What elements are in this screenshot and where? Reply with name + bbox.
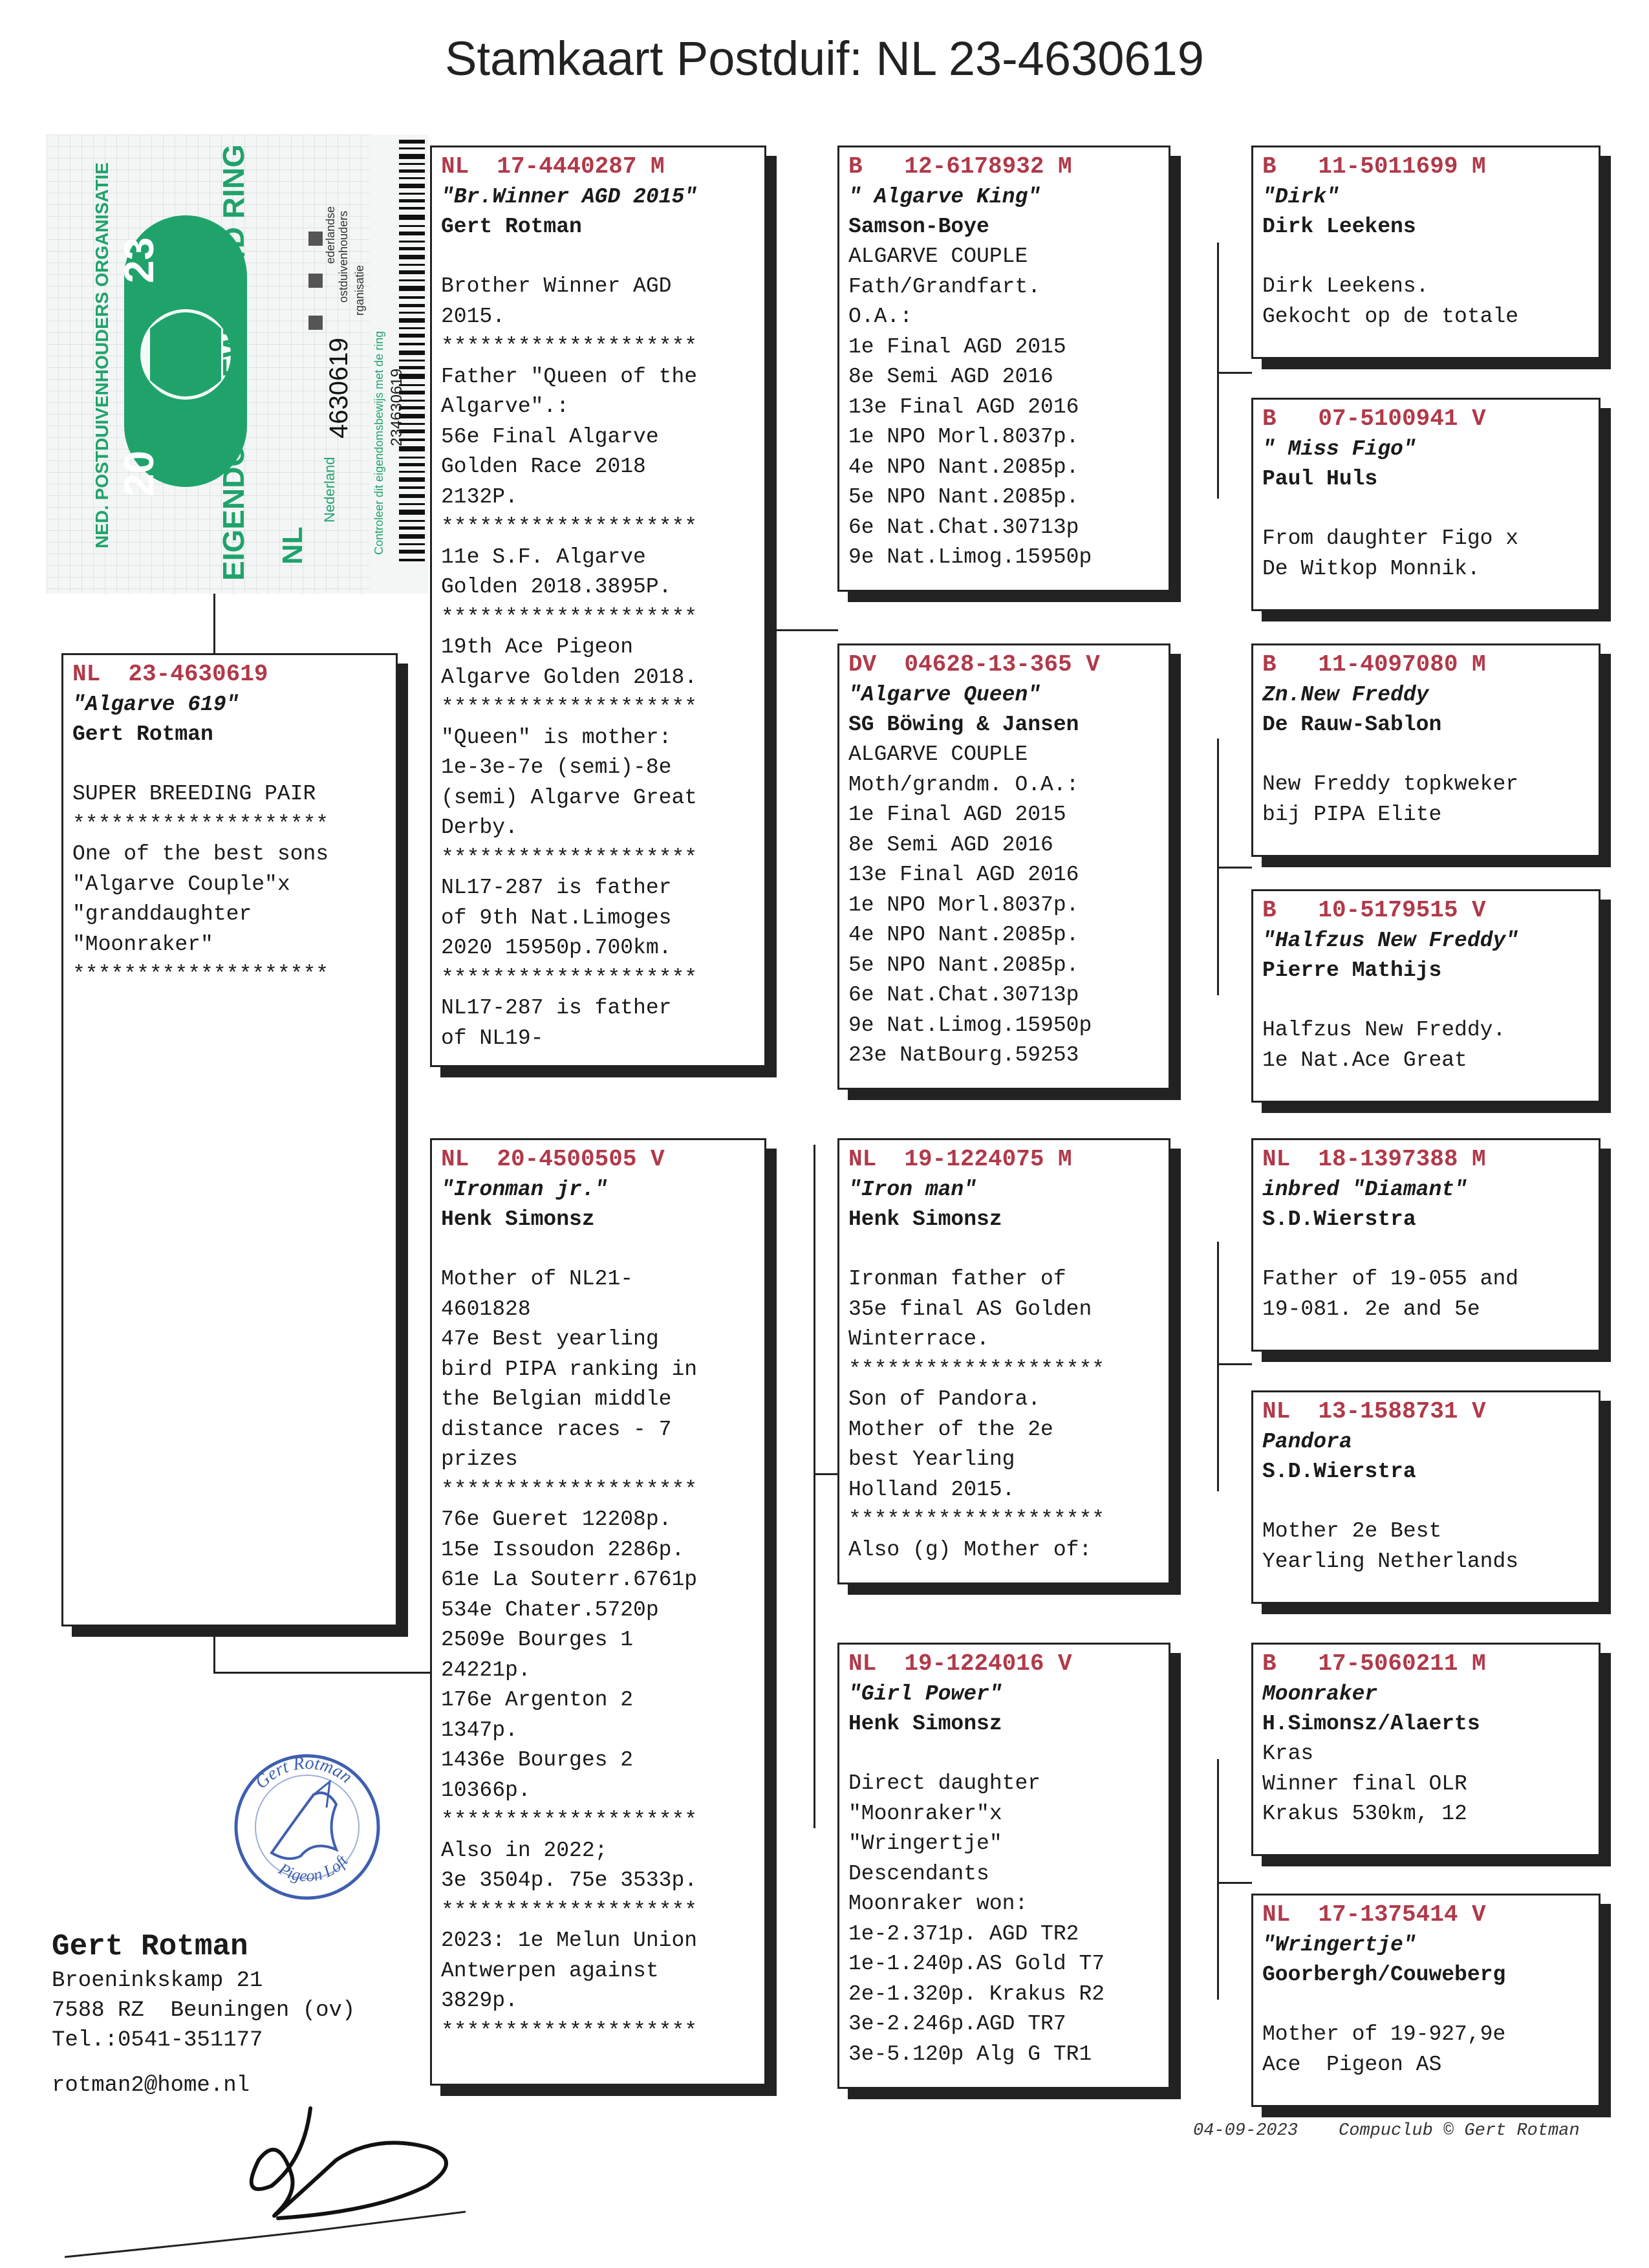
pedigree-line: 9e Nat.Limog.15950p (848, 1013, 1092, 1037)
pedigree-line: 3e-5.120p Alg G TR1 (848, 2042, 1092, 2066)
pedigree-line: ******************** (441, 334, 698, 358)
pedigree-line: Mother 2e Best (1262, 1519, 1442, 1543)
pigeon-name: "Iron man" (848, 1178, 977, 1202)
connector-line (768, 629, 838, 631)
pedigree-line: 4601828 (441, 1297, 531, 1321)
stamp-top-text: Gert Rotman (251, 1753, 356, 1793)
card-barcode-number-label: 234630619 (388, 368, 405, 446)
pedigree-line: ******************** (72, 812, 329, 836)
connector-line (814, 1145, 815, 1828)
pigeon-owner: Henk Simonsz (848, 1712, 1002, 1736)
card-org-short-1: ederlandse (324, 206, 337, 264)
pigeon-name: "Dirk" (1262, 185, 1339, 209)
pedigree-line: "Wringertje" (848, 1831, 1002, 1855)
pedigree-line: Mother of the 2e (848, 1417, 1053, 1442)
connector-line (213, 1672, 430, 1674)
footer-credit: Compuclub © Gert Rotman (1339, 2121, 1580, 2141)
pedigree-line: Son of Pandora. (848, 1387, 1041, 1411)
pedigree-line: "granddaughter (72, 902, 252, 926)
pigeon-owner: SG Böwing & Jansen (848, 713, 1079, 737)
pigeon-name: "Algarve Queen" (848, 683, 1041, 707)
pedigree-line: ******************** (848, 1357, 1105, 1381)
pedigree-line: Moonraker won: (848, 1892, 1028, 1916)
connector-line (1217, 372, 1252, 374)
pigeon-card-ff (837, 146, 1170, 592)
pedigree-line: 1e-1.240p.AS Gold T7 (848, 1952, 1105, 1976)
card-heading: EIGENDOMSBEWIJS V/D RING (217, 144, 250, 581)
pedigree-line: 1e-3e-7e (semi)-8e (441, 755, 672, 779)
card-year-right: 23 (116, 237, 162, 283)
pedigree-line: of NL19- (441, 1026, 544, 1050)
ring-number: B 11-5011699 M (1262, 153, 1486, 180)
pedigree-line: bij PIPA Elite (1262, 802, 1442, 826)
pedigree-line: 35e final AS Golden (848, 1297, 1092, 1321)
connector-line (1217, 1363, 1252, 1365)
ring-number: NL 20-4500505 V (441, 1146, 665, 1172)
pedigree-line: 1347p. (441, 1718, 518, 1742)
pedigree-line: ******************** (441, 515, 698, 539)
pedigree-line: ******************** (848, 1507, 1105, 1531)
pigeon-name: "Br.Winner AGD 2015" (441, 185, 698, 209)
pedigree-line: NL17-287 is father (441, 996, 672, 1020)
pedigree-line: 2023: 1e Melun Union (441, 1928, 698, 1952)
pedigree-line: Father of 19-055 and (1262, 1267, 1519, 1291)
pigeon-owner: Samson-Boye (848, 215, 989, 239)
pigeon-name: "Algarve 619" (72, 693, 239, 717)
pigeon-owner: Goorbergh/Couweberg (1262, 1963, 1506, 1987)
pigeon-owner: Dirk Leekens (1262, 215, 1416, 239)
card-ring-number: 4630619 (325, 338, 353, 438)
pedigree-line: distance races - 7 (441, 1417, 672, 1442)
pedigree-line: Fath/Grandfart. (848, 274, 1041, 299)
pigeon-owner: Pierre Mathijs (1262, 958, 1442, 982)
pigeon-card-fmm (1251, 889, 1600, 1103)
pedigree-line: prizes (441, 1447, 518, 1471)
pedigree-line: 8e Semi AGD 2016 (848, 832, 1053, 857)
pigeon-card-fm (837, 643, 1170, 1090)
page-title: Stamkaart Postduif: NL 23-4630619 (445, 32, 1204, 85)
pigeon-card-fmf (1251, 643, 1600, 857)
ring-number: NL 17-1375414 V (1262, 1901, 1486, 1928)
pedigree-line: New Freddy topkweker (1262, 772, 1519, 796)
pedigree-line: ******************** (441, 845, 698, 870)
breeder-email: rotman2@home.nl (52, 2073, 250, 2098)
pigeon-name: Zn.New Freddy (1262, 683, 1429, 707)
connector-line (768, 371, 770, 1057)
ring-number: NL 23-4630619 (72, 661, 268, 687)
pedigree-line: Gekocht op de totale (1262, 304, 1519, 329)
connector-line (1217, 867, 1252, 869)
pedigree-line: 4e NPO Nant.2085p. (848, 455, 1079, 479)
pedigree-line: "Moonraker"x (848, 1801, 1002, 1826)
ring-number: B 10-5179515 V (1262, 897, 1486, 923)
pigeon-owner: De Rauw-Sablon (1262, 713, 1442, 737)
pigeon-card-fff (1251, 146, 1600, 359)
pedigree-line: 2e-1.320p. Krakus R2 (848, 1982, 1105, 2006)
pedigree-line: ******************** (441, 695, 698, 719)
pedigree-line: Ace Pigeon AS (1262, 2052, 1442, 2077)
pedigree-line: 1436e Bourges 2 (441, 1748, 634, 1772)
pedigree-line: ******************** (72, 962, 329, 986)
svg-text:Pigeon Loft (275, 1852, 352, 1886)
pedigree-line: 13e Final AGD 2016 (848, 863, 1079, 887)
pedigree-line: Derby. (441, 815, 518, 839)
pedigree-line: ******************** (441, 1898, 698, 1923)
pedigree-line: 76e Gueret 12208p. (441, 1507, 672, 1531)
stamp-bottom-text: Pigeon Loft (275, 1852, 352, 1886)
pigeon-owner: Henk Simonsz (441, 1207, 595, 1231)
pedigree-line: 11e S.F. Algarve (441, 545, 646, 569)
pedigree-line: 8e Semi AGD 2016 (848, 365, 1053, 389)
pedigree-line: Holland 2015. (848, 1477, 1015, 1502)
pedigree-line: Direct daughter (848, 1771, 1041, 1795)
pedigree-line: Algarve Golden 2018. (441, 665, 698, 689)
pedigree-line: Golden 2018.3895P. (441, 575, 672, 599)
pedigree-line: 2132P. (441, 484, 518, 509)
pedigree-line: Mother of NL21- (441, 1267, 634, 1291)
pedigree-line: ******************** (441, 605, 698, 629)
ring-number: NL 17-4440287 M (441, 153, 665, 180)
pedigree-line: Ironman father of (848, 1267, 1066, 1291)
pedigree-line: 1e NPO Morl.8037p. (848, 425, 1079, 449)
signature (65, 2082, 517, 2263)
pigeon-owner: H.Simonsz/Alaerts (1262, 1712, 1480, 1736)
pedigree-line: of 9th Nat.Limoges (441, 905, 672, 930)
pigeon-name: "Halfzus New Freddy" (1262, 929, 1519, 953)
pedigree-line: bird PIPA ranking in (441, 1357, 698, 1381)
ring-number: NL 13-1588731 V (1262, 1398, 1486, 1425)
pedigree-line: 13e Final AGD 2016 (848, 394, 1079, 419)
breeder-name: Gert Rotman (52, 1930, 248, 1963)
pigeon-owner: Henk Simonsz (848, 1207, 1002, 1231)
pedigree-line: 3829p. (441, 1989, 518, 2013)
pedigree-line: From daughter Figo x (1262, 526, 1519, 550)
card-control-text: Controleer dit eigendomsbewijs met de ring (372, 330, 385, 555)
pedigree-line: 47e Best yearling (441, 1327, 659, 1351)
pedigree-line: 9e Nat.Limog.15950p (848, 545, 1092, 569)
breeder-street: Broeninkskamp 21 (52, 1969, 263, 1993)
connector-line (213, 594, 215, 658)
pedigree-line: Also (g) Mother of: (848, 1537, 1092, 1562)
pigeon-owner: Gert Rotman (441, 215, 582, 239)
connector-line (1217, 243, 1219, 499)
connector-line (1217, 1882, 1252, 1884)
pedigree-line: 61e La Souterr.6761p (441, 1568, 698, 1592)
pedigree-line: One of the best sons (72, 842, 329, 866)
pedigree-line: 4e NPO Nant.2085p. (848, 923, 1079, 947)
ring-number: B 12-6178932 M (848, 153, 1072, 180)
pedigree-line: 15e Issoudon 2286p. (441, 1537, 685, 1562)
pedigree-line: 23e NatBourg.59253 (848, 1043, 1079, 1067)
pedigree-line: Kras (1262, 1742, 1314, 1766)
pedigree-line: 176e Argenton 2 (441, 1688, 634, 1712)
pigeon-card-mff (1251, 1138, 1600, 1352)
pedigree-line: NL17-287 is father (441, 876, 672, 900)
pigeon-card-mmm (1251, 1894, 1600, 2107)
connector-line (1217, 1242, 1219, 1491)
ownership-card (47, 135, 428, 594)
card-year-left: 20 (116, 450, 162, 497)
breeder-phone: Tel.:0541-351177 (52, 2028, 263, 2053)
pedigree-line: ******************** (441, 2018, 698, 2043)
pedigree-line: "Queen" is mother: (441, 725, 672, 750)
card-org-text: NED. POSTDUIVENHOUDERS ORGANISATIE (92, 162, 112, 548)
pedigree-line: 6e Nat.Chat.30713p (848, 983, 1079, 1007)
pedigree-line: ******************** (441, 966, 698, 990)
pedigree-line: Also in 2022; (441, 1838, 608, 1863)
pedigree-line: 3e 3504p. 75e 3533p. (441, 1868, 698, 1892)
pigeon-card-mm (837, 1643, 1170, 2089)
pedigree-line: 19th Ace Pigeon (441, 635, 634, 659)
breeder-city: 7588 RZ Beuningen (ov) (52, 1998, 356, 2023)
pigeon-name: " Algarve King" (848, 185, 1041, 209)
pigeon-card-mfm (1251, 1390, 1600, 1604)
pedigree-line: 2509e Bourges 1 (441, 1628, 634, 1652)
card-org-short-3: rganisatie (353, 265, 366, 316)
pigeon-name: "Girl Power" (848, 1682, 1002, 1706)
loft-stamp (223, 1743, 391, 1911)
pedigree-line: Halfzus New Freddy. (1262, 1018, 1506, 1042)
pigeon-name: " Miss Figo" (1262, 437, 1416, 461)
pedigree-line: 1e NPO Morl.8037p. (848, 892, 1079, 917)
ring-number: DV 04628-13-365 V (848, 651, 1100, 678)
pigeon-owner: Gert Rotman (72, 722, 213, 746)
ring-number: NL 18-1397388 M (1262, 1146, 1486, 1172)
ring-number: B 17-5060211 M (1262, 1650, 1486, 1677)
pedigree-line: 19-081. 2e and 5e (1262, 1297, 1480, 1321)
footer-date: 04-09-2023 (1193, 2121, 1299, 2141)
pedigree-line: 1e Final AGD 2015 (848, 803, 1066, 826)
pedigree-line: ******************** (441, 1477, 698, 1502)
pigeon-card-mmf (1251, 1643, 1600, 1856)
pedigree-line: Krakus 530km, 12 (1262, 1802, 1467, 1826)
pedigree-line: ALGARVE COUPLE (848, 244, 1028, 268)
pedigree-line: 6e Nat.Chat.30713p (848, 515, 1079, 539)
pedigree-line: 1e Nat.Ace Great (1262, 1048, 1467, 1072)
pedigree-line: ******************** (441, 1808, 698, 1832)
connector-line (1217, 1759, 1219, 2000)
pedigree-line: 534e Chater.5720p (441, 1597, 659, 1622)
pedigree-line: ALGARVE COUPLE (848, 742, 1028, 766)
pigeon-owner: Paul Huls (1262, 467, 1378, 491)
pigeon-card-father (430, 146, 766, 1067)
ring-number: B 11-4097080 M (1262, 651, 1486, 678)
pedigree-line: 3e-2.246p.AGD TR7 (848, 2012, 1066, 2036)
pedigree-line: Yearling Netherlands (1262, 1549, 1519, 1573)
pigeon-name: "Wringertje" (1262, 1933, 1416, 1957)
pedigree-line: 1e Final AGD 2015 (848, 334, 1066, 359)
pigeon-owner: S.D.Wierstra (1262, 1460, 1416, 1484)
pedigree-line: 2020 15950p.700km. (441, 936, 672, 960)
pedigree-line: Mother of 19-927,9e (1262, 2022, 1506, 2046)
pedigree-line: Golden Race 2018 (441, 455, 646, 479)
connector-line (814, 1473, 838, 1475)
pedigree-line: 56e Final Algarve (441, 424, 659, 449)
pedigree-line: 5e NPO Nant.2085p. (848, 485, 1079, 509)
card-org-short-2: ostduivenhouders (337, 210, 350, 303)
ring-number: NL 19-1224016 V (848, 1650, 1072, 1677)
pedigree-line: 5e NPO Nant.2085p. (848, 953, 1079, 977)
pedigree-line: 10366p. (441, 1778, 531, 1802)
ring-number: B 07-5100941 V (1262, 405, 1486, 432)
pigeon-card-ffm (1251, 398, 1600, 611)
card-nederland: Nederland (321, 457, 338, 523)
pigeon-card-subject (61, 653, 398, 1626)
pigeon-name: Moonraker (1262, 1682, 1378, 1706)
pedigree-line: Dirk Leekens. (1262, 274, 1429, 298)
pedigree-line: Antwerpen against (441, 1958, 659, 1983)
pedigree-line: O.A.: (848, 305, 913, 329)
pedigree-line: Algarve".: (441, 394, 570, 418)
card-country: NL (277, 526, 308, 565)
pedigree-line: Father "Queen of the (441, 364, 698, 389)
pedigree-line: "Moonraker" (72, 932, 213, 956)
pedigree-line: Moth/grandm. O.A.: (848, 772, 1079, 797)
pedigree-line: Brother Winner AGD (441, 274, 672, 298)
pigeon-card-mother (430, 1138, 766, 2086)
pigeon-owner: S.D.Wierstra (1262, 1207, 1416, 1231)
pedigree-line: best Yearling (848, 1447, 1015, 1471)
pedigree-line: (semi) Algarve Great (441, 785, 698, 810)
pedigree-line: Winterrace. (848, 1327, 989, 1351)
pigeon-name: Pandora (1262, 1430, 1352, 1454)
pedigree-line: Winner final OLR (1262, 1771, 1467, 1796)
pedigree-line: SUPER BREEDING PAIR (72, 782, 316, 806)
pedigree-line: 1e-2.371p. AGD TR2 (848, 1921, 1079, 1946)
ring-number: NL 19-1224075 M (848, 1146, 1072, 1172)
pigeon-name: inbred "Diamant" (1262, 1178, 1467, 1202)
pigeon-card-mf (837, 1138, 1170, 1584)
pigeon-name: "Ironman jr." (441, 1178, 608, 1202)
pedigree-line: the Belgian middle (441, 1387, 672, 1411)
pedigree-line: De Witkop Monnik. (1262, 556, 1480, 581)
pedigree-line: "Algarve Couple"x (72, 872, 290, 896)
pedigree-line: 2015. (441, 304, 506, 329)
pedigree-line: Descendants (848, 1861, 989, 1886)
pedigree-line: 24221p. (441, 1658, 531, 1682)
breeder-info (52, 1927, 355, 2101)
